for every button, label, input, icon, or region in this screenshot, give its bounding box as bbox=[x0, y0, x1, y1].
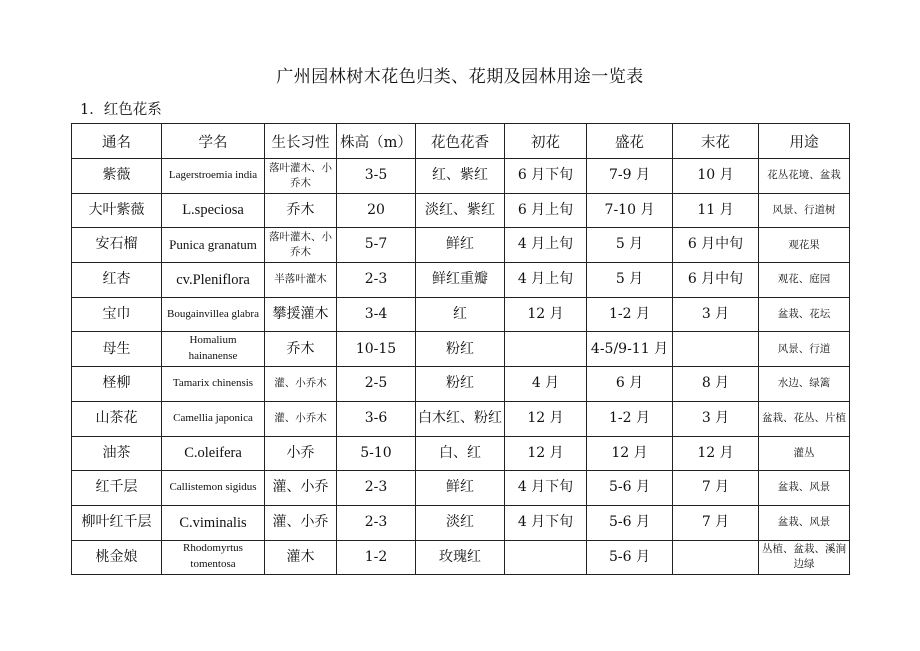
flower-table bbox=[71, 123, 850, 575]
cell-flower-color: 白木红、粉红 bbox=[416, 401, 505, 436]
cell-peak-bloom: 5-6 月 bbox=[587, 540, 673, 575]
cell-first-bloom: 6 月上旬 bbox=[505, 193, 587, 228]
cell-height: 3-5 bbox=[337, 159, 416, 194]
cell-height: 2-3 bbox=[337, 263, 416, 298]
cell-common-name: 宝巾 bbox=[72, 297, 162, 332]
cell-last-bloom: 7 月 bbox=[673, 505, 759, 540]
table-row bbox=[72, 193, 850, 228]
cell-growth-habit: 落叶灌木、小乔木 bbox=[265, 159, 337, 194]
cell-last-bloom: 6 月中旬 bbox=[673, 263, 759, 298]
cell-common-name: 山茶花 bbox=[72, 401, 162, 436]
table-row bbox=[72, 436, 850, 471]
cell-common-name: 紫薇 bbox=[72, 159, 162, 194]
cell-growth-habit: 小乔 bbox=[265, 436, 337, 471]
cell-common-name: 油茶 bbox=[72, 436, 162, 471]
cell-last-bloom: 3 月 bbox=[673, 401, 759, 436]
cell-growth-habit: 乔木 bbox=[265, 193, 337, 228]
cell-flower-color: 粉红 bbox=[416, 332, 505, 367]
cell-first-bloom bbox=[505, 332, 587, 367]
table-row bbox=[72, 228, 850, 263]
cell-scientific-name: Punica granatum bbox=[162, 228, 265, 263]
page-title: 广州园林树木花色归类、花期及园林用途一览表 bbox=[276, 67, 644, 87]
cell-height: 1-2 bbox=[337, 540, 416, 575]
cell-height: 5-10 bbox=[337, 436, 416, 471]
cell-peak-bloom: 5 月 bbox=[587, 263, 673, 298]
table-row bbox=[72, 297, 850, 332]
cell-flower-color: 红、紫红 bbox=[416, 159, 505, 194]
cell-common-name: 红千层 bbox=[72, 471, 162, 506]
cell-growth-habit: 灌木 bbox=[265, 540, 337, 575]
cell-flower-color: 红 bbox=[416, 297, 505, 332]
cell-height: 2-3 bbox=[337, 471, 416, 506]
cell-first-bloom: 4 月上旬 bbox=[505, 228, 587, 263]
cell-first-bloom: 4 月下旬 bbox=[505, 505, 587, 540]
table-row bbox=[72, 332, 850, 367]
cell-usage: 观花、庭园 bbox=[759, 263, 850, 298]
table-row bbox=[72, 367, 850, 402]
cell-first-bloom: 4 月下旬 bbox=[505, 471, 587, 506]
cell-flower-color: 鲜红 bbox=[416, 228, 505, 263]
cell-usage: 灌丛 bbox=[759, 436, 850, 471]
header-first-bloom: 初花 bbox=[505, 124, 587, 159]
cell-height: 3-4 bbox=[337, 297, 416, 332]
cell-growth-habit: 攀援灌木 bbox=[265, 297, 337, 332]
cell-growth-habit: 落叶灌木、小乔木 bbox=[265, 228, 337, 263]
table-body bbox=[72, 159, 850, 575]
cell-flower-color: 粉红 bbox=[416, 367, 505, 402]
cell-flower-color: 淡红、紫红 bbox=[416, 193, 505, 228]
cell-usage: 水边、绿篱 bbox=[759, 367, 850, 402]
cell-last-bloom: 8 月 bbox=[673, 367, 759, 402]
cell-height: 2-5 bbox=[337, 367, 416, 402]
cell-scientific-name: C.oleifera bbox=[162, 436, 265, 471]
cell-scientific-name: C.viminalis bbox=[162, 505, 265, 540]
cell-common-name: 大叶紫薇 bbox=[72, 193, 162, 228]
cell-common-name: 柳叶红千层 bbox=[72, 505, 162, 540]
cell-growth-habit: 灌、小乔木 bbox=[265, 401, 337, 436]
cell-height: 20 bbox=[337, 193, 416, 228]
cell-peak-bloom: 1-2 月 bbox=[587, 401, 673, 436]
cell-first-bloom bbox=[505, 540, 587, 575]
cell-last-bloom: 6 月中旬 bbox=[673, 228, 759, 263]
cell-first-bloom: 4 月 bbox=[505, 367, 587, 402]
cell-last-bloom: 11 月 bbox=[673, 193, 759, 228]
cell-last-bloom: 12 月 bbox=[673, 436, 759, 471]
header-scientific-name: 学名 bbox=[162, 124, 265, 159]
header-usage: 用途 bbox=[759, 124, 850, 159]
cell-height: 3-6 bbox=[337, 401, 416, 436]
cell-flower-color: 鲜红 bbox=[416, 471, 505, 506]
cell-last-bloom bbox=[673, 540, 759, 575]
cell-peak-bloom: 1-2 月 bbox=[587, 297, 673, 332]
cell-peak-bloom: 4-5/9-11 月 bbox=[587, 332, 673, 367]
cell-first-bloom: 6 月下旬 bbox=[505, 159, 587, 194]
cell-usage: 花丛花境、盆栽 bbox=[759, 159, 850, 194]
cell-flower-color: 鲜红重瓣 bbox=[416, 263, 505, 298]
cell-usage: 盆栽、花丛、片植 bbox=[759, 401, 850, 436]
cell-usage: 盆栽、风景 bbox=[759, 505, 850, 540]
table-row bbox=[72, 159, 850, 194]
header-height: 株高（m） bbox=[337, 124, 416, 159]
cell-first-bloom: 4 月上旬 bbox=[505, 263, 587, 298]
cell-last-bloom: 3 月 bbox=[673, 297, 759, 332]
cell-common-name: 桃金娘 bbox=[72, 540, 162, 575]
cell-usage: 盆栽、花坛 bbox=[759, 297, 850, 332]
cell-height: 10-15 bbox=[337, 332, 416, 367]
cell-common-name: 安石榴 bbox=[72, 228, 162, 263]
cell-scientific-name: Camellia japonica bbox=[162, 401, 265, 436]
cell-peak-bloom: 7-10 月 bbox=[587, 193, 673, 228]
cell-growth-habit: 灌、小乔 bbox=[265, 505, 337, 540]
table-row bbox=[72, 505, 850, 540]
cell-scientific-name: cv.Pleniflora bbox=[162, 263, 265, 298]
cell-first-bloom: 12 月 bbox=[505, 401, 587, 436]
cell-common-name: 红杏 bbox=[72, 263, 162, 298]
cell-last-bloom: 10 月 bbox=[673, 159, 759, 194]
header-last-bloom: 末花 bbox=[673, 124, 759, 159]
cell-common-name: 柽柳 bbox=[72, 367, 162, 402]
cell-scientific-name: Rhodomyrtus tomentosa bbox=[162, 540, 265, 575]
cell-usage: 风景、行道树 bbox=[759, 193, 850, 228]
cell-flower-color: 玫瑰红 bbox=[416, 540, 505, 575]
cell-last-bloom bbox=[673, 332, 759, 367]
table-row bbox=[72, 263, 850, 298]
cell-scientific-name: Tamarix chinensis bbox=[162, 367, 265, 402]
cell-flower-color: 白、红 bbox=[416, 436, 505, 471]
cell-usage: 风景、行道 bbox=[759, 332, 850, 367]
cell-height: 2-3 bbox=[337, 505, 416, 540]
cell-first-bloom: 12 月 bbox=[505, 436, 587, 471]
cell-first-bloom: 12 月 bbox=[505, 297, 587, 332]
table-row bbox=[72, 471, 850, 506]
cell-scientific-name: L.speciosa bbox=[162, 193, 265, 228]
cell-peak-bloom: 5-6 月 bbox=[587, 505, 673, 540]
header-common-name: 通名 bbox=[72, 124, 162, 159]
cell-growth-habit: 乔木 bbox=[265, 332, 337, 367]
cell-scientific-name: Homalium hainanense bbox=[162, 332, 265, 367]
cell-scientific-name: Callistemon sigidus bbox=[162, 471, 265, 506]
cell-usage: 盆栽、风景 bbox=[759, 471, 850, 506]
cell-flower-color: 淡红 bbox=[416, 505, 505, 540]
table-row bbox=[72, 401, 850, 436]
header-row bbox=[72, 124, 850, 159]
header-peak-bloom: 盛花 bbox=[587, 124, 673, 159]
cell-scientific-name: Bougainvillea glabra bbox=[162, 297, 265, 332]
cell-scientific-name: Lagerstroemia india bbox=[162, 159, 265, 194]
cell-common-name: 母生 bbox=[72, 332, 162, 367]
cell-peak-bloom: 6 月 bbox=[587, 367, 673, 402]
header-growth-habit: 生长习性 bbox=[265, 124, 337, 159]
cell-usage: 丛植、盆栽、溪涧边绿 bbox=[759, 540, 850, 575]
table-row bbox=[72, 540, 850, 575]
cell-peak-bloom: 12 月 bbox=[587, 436, 673, 471]
cell-last-bloom: 7 月 bbox=[673, 471, 759, 506]
header-flower-color: 花色花香 bbox=[416, 124, 505, 159]
cell-height: 5-7 bbox=[337, 228, 416, 263]
cell-growth-habit: 半落叶灌木 bbox=[265, 263, 337, 298]
cell-peak-bloom: 7-9 月 bbox=[587, 159, 673, 194]
cell-usage: 观花果 bbox=[759, 228, 850, 263]
section-heading: 1．红色花系 bbox=[80, 102, 162, 118]
cell-growth-habit: 灌、小乔木 bbox=[265, 367, 337, 402]
cell-peak-bloom: 5 月 bbox=[587, 228, 673, 263]
cell-peak-bloom: 5-6 月 bbox=[587, 471, 673, 506]
cell-growth-habit: 灌、小乔 bbox=[265, 471, 337, 506]
